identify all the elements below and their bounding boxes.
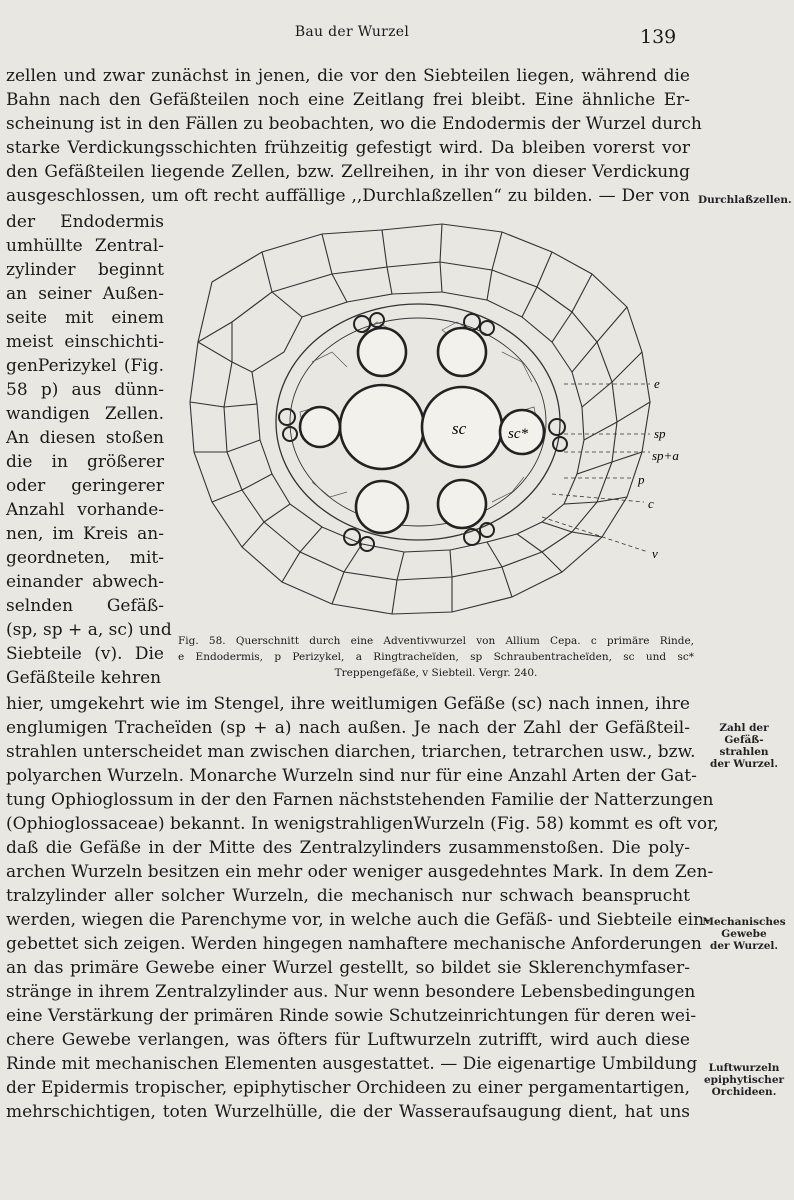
body-line: (sp, sp + a, sc) und (6, 620, 172, 640)
figure-label-sp-a: sp+a (652, 448, 679, 463)
body-line: selnden Gefäß- (6, 596, 164, 616)
body-line: nen, im Kreis an- (6, 524, 164, 544)
body-line: 58 p) aus dünn- (6, 380, 164, 400)
body-line: daß die Gefäße in der Mitte des Zentralzylinders zusammenstoßen. Die poly- (6, 838, 690, 858)
body-line: einander abwech- (6, 572, 164, 592)
body-line: archen Wurzeln besitzen ein mehr oder weniger ausgedehntes Mark. In dem Zen- (6, 862, 714, 882)
body-line: oder geringerer (6, 476, 164, 496)
margin-note-line: Mechanisches (702, 916, 786, 928)
body-line: der Epidermis tropischer, epiphytischer Orchideen zu einer pergamentartigen, (6, 1078, 690, 1098)
body-line: strahlen unterscheidet man zwischen diarchen, triarchen, tetrarchen usw., bzw. (6, 742, 696, 762)
body-line: die in größerer (6, 452, 164, 472)
body-line: scheinung ist in den Fällen zu beobachten, wo die Endodermis der Wurzel durch (6, 114, 702, 134)
margin-note-line: Luftwurzeln (708, 1062, 780, 1074)
body-line: eine Verstärkung der primären Rinde sowie Schutzeinrichtungen für deren wei- (6, 1006, 697, 1026)
margin-note-line: der Wurzel. (709, 940, 779, 952)
body-line: zellen und zwar zunächst in jenen, die vor den Siebteilen liegen, während die (6, 66, 690, 86)
body-line: hier, umgekehrt wie im Stengel, ihre weitlumigen Gefäße (sc) nach innen, ihre (6, 694, 690, 714)
body-line: genPerizykel (Fig. (6, 356, 164, 376)
page-number: 139 (640, 26, 677, 48)
body-line: ausgeschlossen, um oft recht auffällige ,,Durchlaßzellen“ zu bilden. — Der von (6, 186, 690, 206)
body-line: mehrschichtigen, toten Wurzelhülle, die der Wasseraufsaugung dient, hat uns (6, 1102, 690, 1122)
margin-note-durchlasszellen: Durchlaßzellen. (698, 194, 792, 206)
figure-caption-line: e Endodermis, p Perizykel, a Ringtracheïden, sp Schraubentracheïden, sc und sc* (178, 651, 694, 663)
body-line: wandigen Zellen. (6, 404, 164, 424)
body-line: gebettet sich zeigen. Werden hingegen namhaftere mechanische Anforderungen (6, 934, 702, 954)
figure-caption-line: Fig. 58. Querschnitt durch eine Adventivwurzel von Allium Cepa. c primäre Rinde, (178, 635, 694, 647)
figure-label-sp: sp (654, 426, 666, 441)
figure-label-e: e (654, 376, 660, 391)
body-line: geordneten, mit- (6, 548, 164, 568)
running-head: Bau der Wurzel (294, 24, 410, 40)
margin-note-line: Zahl der Gefäß- (719, 722, 769, 746)
body-line: der Endodermis (6, 212, 164, 232)
body-line: polyarchen Wurzeln. Monarche Wurzeln sind nur für eine Anzahl Arten der Gat- (6, 766, 697, 786)
body-line: englumigen Tracheïden (sp + a) nach außen. Je nach der Zahl der Gefäßteil- (6, 718, 690, 738)
body-line: Anzahl vorhande- (6, 500, 164, 520)
margin-note-line: Gewebe (721, 928, 767, 940)
margin-note-line: epiphytischer (703, 1074, 785, 1086)
body-line: an das primäre Gewebe einer Wurzel gestellt, so bildet sie Sklerenchymfaser- (6, 958, 690, 978)
margin-note-line: der Wurzel. (709, 758, 779, 770)
body-line: zylinder beginnt (6, 260, 164, 280)
body-line: tralzylinder aller solcher Wurzeln, die mechanisch nur schwach beansprucht (6, 886, 690, 906)
margin-note-luftwurzeln (698, 1062, 790, 1098)
body-line: meist einschichti- (6, 332, 164, 352)
body-line: starke Verdickungsschichten frühzeitig gefestigt wird. Da bleiben vorerst vor (6, 138, 690, 158)
figure-label-sc: sc (452, 419, 467, 438)
body-line: tung Ophioglossum in der den Farnen nächststehenden Familie der Natterzungen (6, 790, 714, 810)
body-line: chere Gewebe verlangen, was öfters für Luftwurzeln zutrifft, wird auch diese (6, 1030, 690, 1050)
margin-note-mechanisches-gewebe (698, 916, 790, 952)
figure-label-v: v (652, 546, 658, 561)
body-line: Rinde mit mechanischen Elementen ausgestattet. — Die eigenartige Umbildung (6, 1054, 698, 1074)
figure-label-sc-star: sc* (508, 426, 528, 442)
body-line: seite mit einem (6, 308, 164, 328)
body-line: (Ophioglossaceae) bekannt. In wenigstrahligenWurzeln (Fig. 58) kommt es oft vor, (6, 814, 719, 834)
body-line: an seiner Außen- (6, 284, 164, 304)
body-line: Bahn nach den Gefäßteilen noch eine Zeitlang frei bleibt. Eine ähnliche Er- (6, 90, 690, 110)
body-line: werden, wiegen die Parenchyme vor, in welche auch die Gefäß- und Siebteile ein- (6, 910, 710, 930)
margin-note-line: Orchideen. (711, 1086, 777, 1098)
body-line: den Gefäßteilen liegende Zellen, bzw. Zellreihen, in ihr von dieser Verdickung (6, 162, 690, 182)
body-line: An diesen stoßen (6, 428, 164, 448)
figure-label-c: c (648, 496, 654, 511)
body-line: stränge in ihrem Zentralzylinder aus. Nur wenn besondere Lebensbedingungen (6, 982, 696, 1002)
figure-root-cross-section (172, 212, 694, 632)
body-line: Gefäßteile kehren (6, 668, 162, 688)
margin-note-zahl-der-gefaessstrahlen (698, 722, 790, 770)
figure-label-p: p (638, 472, 645, 487)
body-line: Siebteile (v). Die (6, 644, 164, 664)
body-line: umhüllte Zentral- (6, 236, 164, 256)
margin-note-line: strahlen (719, 746, 769, 758)
figure-caption-line: Treppengefäße, v Siebteil. Vergr. 240. (334, 667, 538, 679)
